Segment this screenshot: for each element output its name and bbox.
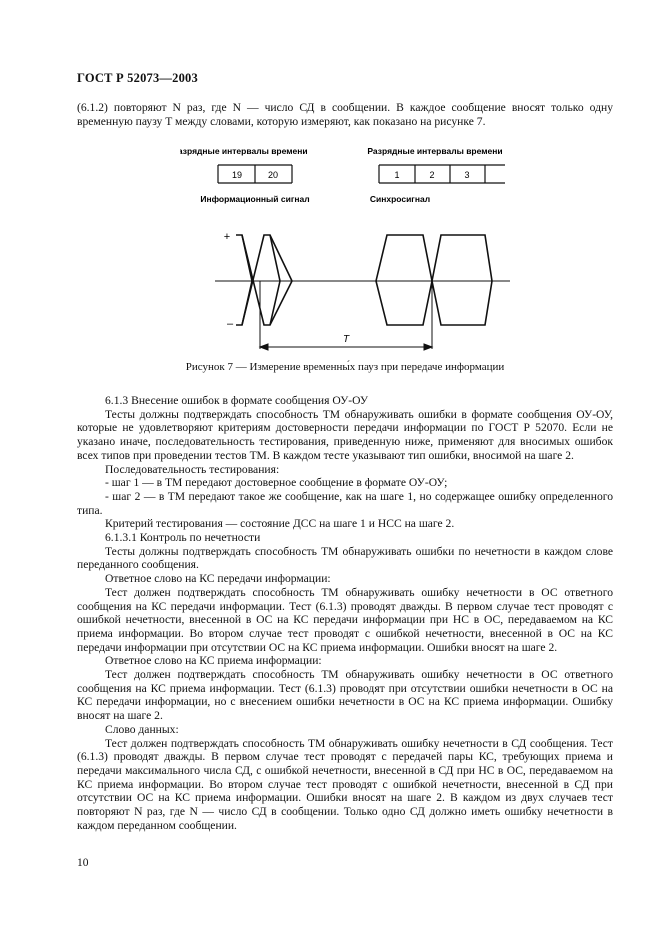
- paragraph: Ответное слово на КС приема информации:: [105, 654, 322, 668]
- figure-7: [180, 143, 510, 355]
- page-number: 10: [77, 857, 89, 869]
- sync-signal-waveform: [376, 235, 492, 325]
- section-6-1-3: [77, 394, 613, 833]
- information-signal-waveform: [236, 235, 292, 325]
- paragraph: Тесты должны подтверждать способность ТМ обнаруживать ошибки по нечетности в каждом слове переданного сообщения.: [77, 544, 613, 572]
- subsection-heading: 6.1.3.1 Контроль по нечетности: [105, 531, 261, 545]
- paragraph: Тест должен подтверждать способность ТМ обнаруживать ошибку нечетности в СД сообщения. Тест (6.1.3) проводят дважды. В первом случае тест проводят с передачей пары КС, требующих приема и передачи максимального числа СД, с ошибкой нечетности, внесенной в СД при НС в ОС, передаваемом на КС приема информации. Во втором случае тест проводят с ошибкой нечетности, внесенной в СД при отсутствии ОС на КС приема информации. Ошибки вносят на шаге 2. В каждом из двух случаев тест повторяют N раз, где N — число СД в сообщении. Только одно СД должно иметь ошибку нечетности в каждом переданном сообщении.: [77, 736, 613, 832]
- list-item-step-1: - шаг 1 — в ТМ передают достоверное сообщение в формате ОУ-ОУ;: [105, 476, 448, 490]
- list-item-step-2: - шаг 2 — в ТМ передают такое же сообщение, как на шаге 1, но содержащее ошибку определенного типа.: [77, 489, 613, 517]
- sync-signal-label: Синхросигнал: [369, 194, 431, 204]
- left-bit-intervals-title: Разрядные интервалы времени: [180, 146, 308, 156]
- bit-cell-3: 3: [464, 170, 470, 180]
- paragraph: Тесты должны подтверждать способность ТМ обнаруживать ошибки в формате сообщения ОУ-ОУ, которые не удовлетворяют критериям достоверности передачи информации по ГОСТ Р 52070. Если не указано иначе, последовательность тестирования, приведенную ниже, применяют для вносимых ошибок всех типов при проведении тестов ТМ. В каждом тесте указывают тип ошибки, вносимой на шаге 2.: [77, 407, 613, 462]
- timing-diagram: [180, 143, 510, 355]
- bit-cell-2: 2: [429, 170, 435, 180]
- intro-paragraph: [77, 101, 613, 128]
- minus-sign: –: [226, 318, 234, 330]
- figure-caption: Рисунок 7 — Измерение временны́х пауз при передаче информации: [185, 361, 505, 373]
- paragraph: Ответное слово на КС передачи информации:: [105, 572, 331, 586]
- bit-cell-20: 20: [267, 170, 279, 180]
- paragraph: Тест должен подтверждать способность ТМ обнаруживать ошибку нечетности в ОС ответного сообщения на КС приема информации. Тест (6.1.3) проводят при отсутствии ошибки нечетности в ОС на КС передачи информации, но с внесением ошибки нечетности в ОС на КС приема информации. Ошибку вносят на шаге 2.: [77, 668, 613, 723]
- paragraph: Слово данных:: [105, 722, 179, 736]
- paragraph: Тест должен подтверждать способность ТМ обнаруживать ошибку нечетности в ОС ответного сообщения на КС передачи информации. Тест (6.1.3) проводят дважды. В первом случае тест проводят с ошибкой нечетности, внесенной в ОС на КС передачи информации при НС в ОС, передаваемом на КС приема информации. Во втором случае тест проводят с ошибкой нечетности, внесенной в ОС на КС передачи информации при отсутствии ОС на КС приема информации. Ошибки вносят на шаге 2.: [77, 585, 613, 654]
- gap-label: T: [342, 334, 350, 345]
- right-bit-intervals-title: Разрядные интервалы времени: [367, 146, 503, 156]
- information-signal-label: Информационный сигнал: [200, 194, 310, 204]
- intro-text: (6.1.2) повторяют N раз, где N — число СД в сообщении. В каждое сообщение вносят только одну временную паузу T между словами, которую измеряют, как показано на рисунке 7.: [77, 101, 613, 128]
- bit-cell-19: 19: [231, 170, 243, 180]
- paragraph: Последовательность тестирования:: [105, 462, 280, 476]
- left-bit-cells: [218, 165, 292, 183]
- section-heading: 6.1.3 Внесение ошибок в формате сообщения ОУ-ОУ: [105, 394, 369, 407]
- plus-sign: +: [223, 231, 231, 243]
- standard-code: ГОСТ Р 52073—2003: [77, 71, 198, 85]
- paragraph: Критерий тестирования — состояние ДСС на шаге 1 и НСС на шаге 2.: [105, 517, 455, 531]
- bit-cell-1: 1: [394, 170, 400, 180]
